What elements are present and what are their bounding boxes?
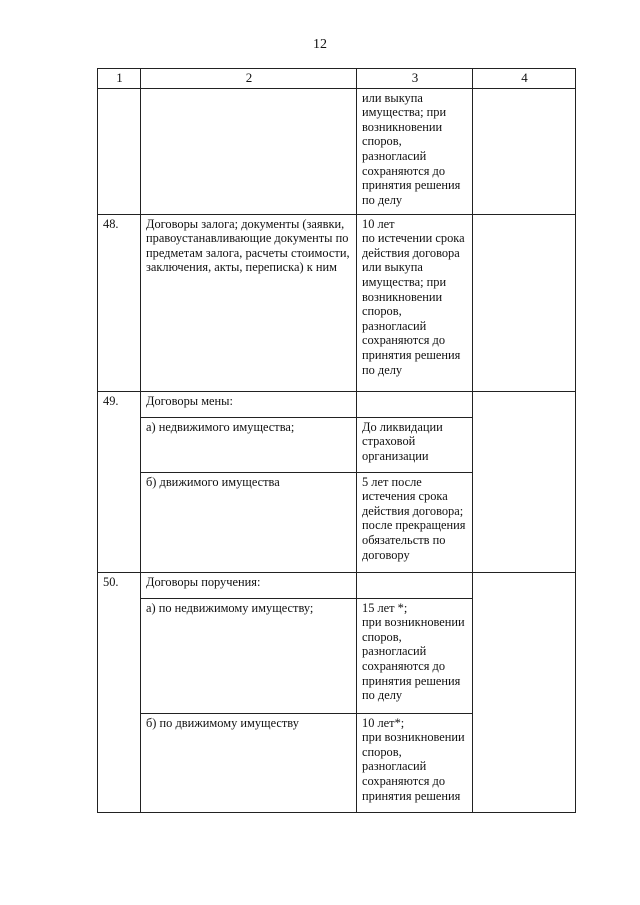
item49-name: Договоры мены: (141, 391, 357, 417)
item48-term: 10 лет по истечении срока действия договора или выкупа имущества; при возникновении споров, разногласий сохраняются до принятия решения по делу (357, 214, 473, 391)
retention-table (97, 68, 576, 813)
table-header-row (98, 69, 576, 89)
table-row-49 (98, 391, 576, 417)
item48-num: 48. (98, 214, 141, 391)
cont-note-cell (473, 88, 576, 214)
item48-name: Договоры залога; документы (заявки, правоустанавливающие документы по предметам залога, расчеты стоимости, заключения, акты, переписка) к ним (141, 214, 357, 391)
cont-num-cell (98, 88, 141, 214)
item50-note (473, 572, 576, 812)
item49-b-name: б) движимого имущества (141, 472, 357, 572)
page-number: 12 (313, 37, 327, 52)
header-col-2: 2 (141, 69, 357, 89)
item49-term-empty (357, 391, 473, 417)
item49-note (473, 391, 576, 572)
header-col-1: 1 (98, 69, 141, 89)
item50-b-name: б) по движимому имуществу (141, 713, 357, 812)
cont-term-cell: или выкупа имущества; при возникновении споров, разногласий сохраняются до принятия решения по делу (357, 88, 473, 214)
item49-a-term: До ликвидации страховой организации (357, 417, 473, 472)
item49-num: 49. (98, 391, 141, 572)
table-row-50 (98, 572, 576, 598)
item49-a-name: а) недвижимого имущества; (141, 417, 357, 472)
item48-note (473, 214, 576, 391)
item50-name: Договоры поручения: (141, 572, 357, 598)
item50-a-name: а) по недвижимому имуществу; (141, 598, 357, 713)
header-col-3: 3 (357, 69, 473, 89)
item49-b-term: 5 лет после истечения срока действия договора; после прекращения обязательств по договору (357, 472, 473, 572)
header-col-4: 4 (473, 69, 576, 89)
cont-name-cell (141, 88, 357, 214)
table-row-48 (98, 214, 576, 391)
item50-num: 50. (98, 572, 141, 812)
item50-term-empty (357, 572, 473, 598)
table-row-continuation (98, 88, 576, 214)
item50-a-term: 15 лет *; при возникновении споров, разногласий сохраняются до принятия решения по делу (357, 598, 473, 713)
item50-b-term: 10 лет*; при возникновении споров, разногласий сохраняются до принятия решения (357, 713, 473, 812)
